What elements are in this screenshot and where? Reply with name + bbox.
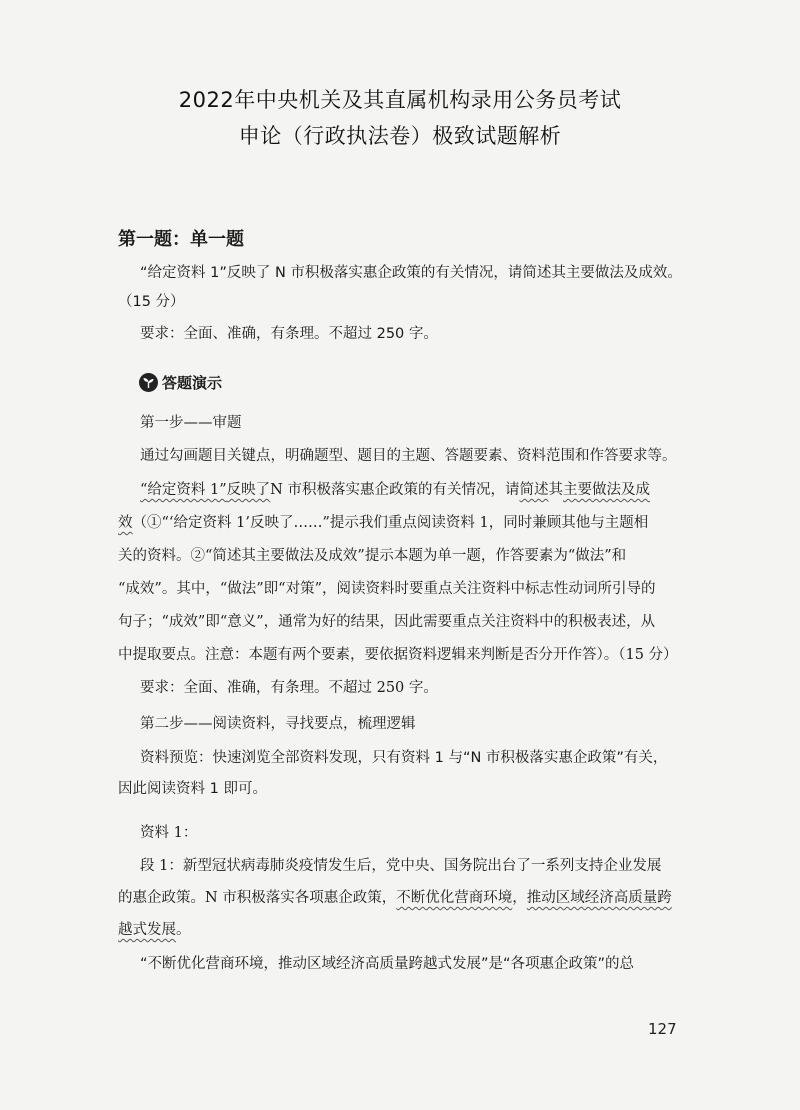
step1-paragraph2-line1 bbox=[140, 480, 710, 500]
plain-text: 其 bbox=[548, 482, 563, 498]
plain-text: 。 bbox=[176, 922, 191, 938]
step1-requirement: 要求：全面、准确，有条理。不超过 250 字。 bbox=[140, 680, 438, 696]
step1-paragraph2-line3: 关的资料。②“简述其主要做法及成效”提示本题为单一题，作答要素为“做法”和 bbox=[118, 548, 627, 564]
wavy-underlined-text: 效 bbox=[118, 515, 133, 531]
question-prompt-line2: （15 分） bbox=[118, 294, 185, 310]
step1-paragraph2-line2 bbox=[118, 513, 688, 533]
demo-label: 答题演示 bbox=[162, 374, 223, 392]
wavy-underlined-text: “给定资料 1” bbox=[140, 482, 227, 498]
step2-title: 第二步——阅读资料，寻找要点，梳理逻辑 bbox=[140, 716, 416, 732]
wavy-underlined-text: 推动区域经济高质量跨 bbox=[526, 890, 672, 906]
question-heading: 第一题：单一题 bbox=[118, 229, 244, 250]
plain-text: （①“‘给定资料 1’反映了……”提示我们重点阅读资料 1，同时兼顾其他与主题相 bbox=[132, 515, 649, 531]
step2-preview-line2: 因此阅读资料 1 即可。 bbox=[118, 781, 267, 797]
sprout-icon bbox=[139, 373, 158, 392]
material-paragraph1-line3 bbox=[118, 920, 688, 940]
plain-text: N 市积极落实惠企政策的有关情况，请 bbox=[270, 482, 520, 498]
page-number: 127 bbox=[648, 1020, 677, 1038]
wavy-underlined-text: 不断优化营商环境 bbox=[396, 890, 513, 906]
wavy-underlined-text: 简述 bbox=[519, 482, 549, 498]
wavy-underlined-text: 主要做法及成 bbox=[562, 482, 650, 498]
page-title-line1: 2022年中央机关及其直属机构录用公务员考试 bbox=[178, 88, 622, 112]
page-title-line2: 申论（行政执法卷）极致试题解析 bbox=[238, 124, 562, 148]
material-paragraph1-line1: 段 1：新型冠状病毒肺炎疫情发生后，党中央、国务院出台了一系列支持企业发展 bbox=[140, 858, 662, 874]
step1-paragraph2-line6: 中提取要点。注意：本题有两个要素，要依据资料逻辑来判断是否分开作答）。（15 分） bbox=[118, 647, 678, 663]
step1-paragraph1: 通过勾画题目关键点，明确题型、题目的主题、答题要素、资料范围和作答要求等。 bbox=[140, 448, 677, 464]
step1-paragraph2-line5: 句子；“成效”即“意义”，通常为好的结果，因此需要重点关注资料中的积极表述，从 bbox=[118, 614, 656, 630]
question-requirement: 要求：全面、准确，有条理。不超过 250 字。 bbox=[140, 326, 438, 342]
plain-text: ， bbox=[512, 890, 527, 906]
material-paragraph1-line2 bbox=[118, 888, 688, 908]
step1-paragraph2-line4: “成效”。其中，“做法”即“对策”，阅读资料时要重点关注资料中标志性动词所引导的 bbox=[118, 581, 656, 597]
material-label: 资料 1： bbox=[140, 825, 198, 841]
step2-preview-line1: 资料预览：快速浏览全部资料发现，只有资料 1 与“N 市积极落实惠企政策”有关， bbox=[140, 750, 668, 766]
wavy-underlined-text: 反映了 bbox=[226, 482, 271, 498]
material-summary: “不断优化营商环境，推动区域经济高质量跨越式发展”是“各项惠企政策”的总 bbox=[140, 956, 635, 972]
step1-title: 第一步——审题 bbox=[140, 415, 242, 431]
plain-text: 的惠企政策。N 市积极落实各项惠企政策， bbox=[118, 890, 397, 906]
question-prompt-line1: “给定资料 1”反映了 N 市积极落实惠企政策的有关情况，请简述其主要做法及成效。 bbox=[140, 265, 682, 281]
wavy-underlined-text: 越式发展 bbox=[118, 922, 176, 938]
